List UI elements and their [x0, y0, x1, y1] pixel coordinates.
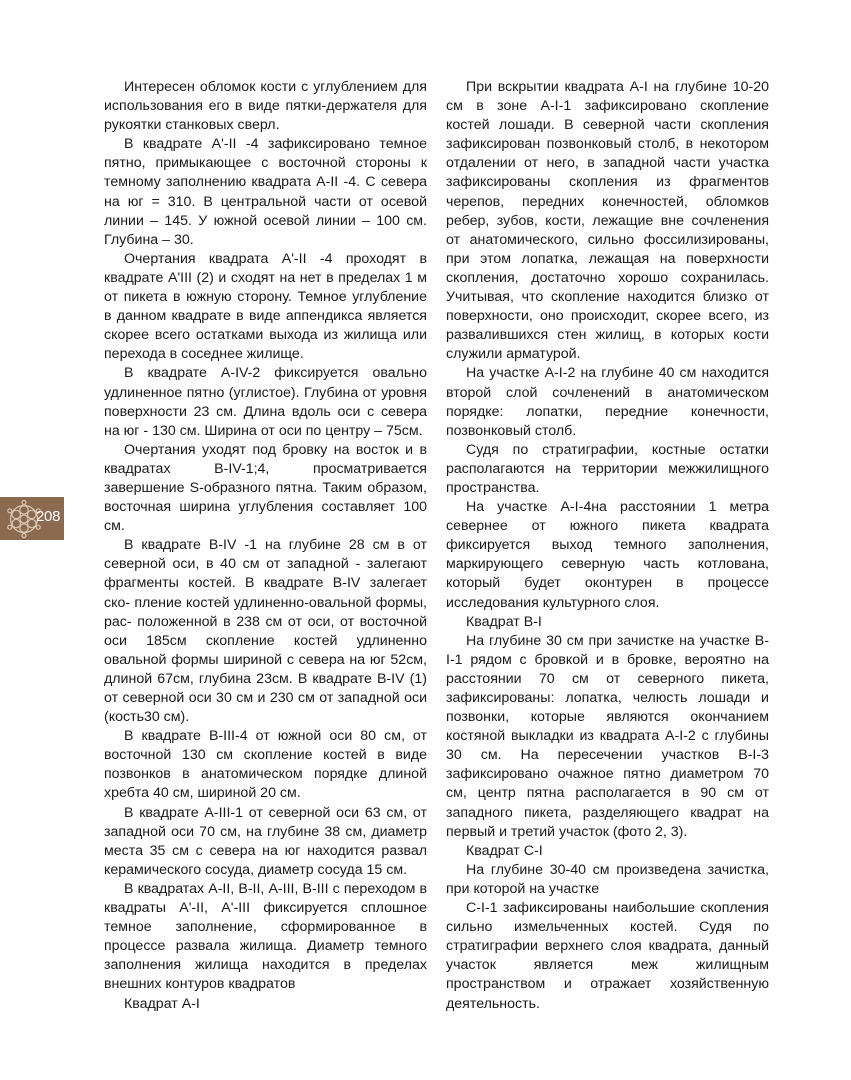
section-heading: Квадрат С-I — [466, 842, 543, 859]
paragraph: На участке А-I-4на расстоянии 1 метра севернее от южного пикета квадрата фиксируется выход темного заполнения, маркирующего северную часть котлована, который будет оконтурен в процессе исследования культурного слоя. — [446, 499, 769, 611]
paragraph: На глубине 30 см при зачистке на участке В-I-1 рядом с бровкой и в бровке, вероятно на расстоянии 70 см от северного пикета, зафиксированы: лопатка, челюсть лошади и позвонки, которые являются окончанием костяной выкладки из квадрата А-I-2 с глубины 30 см. На пересечении участков В-I-3 зафиксировано очажное пятно диаметром 70 см, центр пятна располагается в 90 см от западного пикета, разделяющего квадрат на первый и третий участок (фото 2, 3). — [446, 632, 769, 840]
paragraph: В квадрате А'-II -4 зафиксировано темное пятно, примыкающее с восточной стороны к темному заполнению квадрата А-II -4. С севера на юг = 310. В центральной части от осевой линии – 145. У южной осевой линии – 100 см. Глубина – 30. — [104, 136, 427, 248]
paragraph: Очертания квадрата А'-II -4 проходят в квадрате А'III (2) и сходят на нет в пределах 1 м от пикета в южную сторону. Темное углубление в данном квадрате в виде аппендикса является скорее всего остатками выхода из жилища или перехода в соседнее жилище. — [104, 250, 427, 363]
paragraph: При вскрытии квадрата А-I на глубине 10-20 см в зоне А-I-1 зафиксировано скопление костей лошади. В северной части скопления зафиксирован позвонковый столб, в некотором отдалении от него, в западной части участка зафиксированы скопления из фрагментов черепов, передних конечностей, обломков ребер, зубов, кости, лежащие вне сочленения от анатомического, сильно фоссилизированы, при этом лопатка, лежащая на поверхности скопления, достаточно хорошо сохранилась. Учитывая, что скопление находится близко от поверхности, оно происходит, скорее всего, из развалившихся стен жилищ, в которых кости служили арматурой. — [446, 79, 769, 363]
section-heading: Квадрат В-I — [466, 613, 542, 630]
paragraph: В квадрате В-III-4 от южной оси 80 см, от восточной 130 см скопление костей в виде позвонков в анатомическом порядке длиной хребта 40 см, шириной 20 см. — [104, 728, 427, 802]
paragraph: В квадрате А-III-1 от северной оси 63 см, от западной оси 70 см, на глубине 38 см, диаметр места 35 см с севера на юг находится развал керамического сосуда, диаметр сосуда 15 см. — [104, 804, 427, 878]
paragraph: В квадратах А-II, В-II, А-III, В-III с переходом в квадраты А'-II, А'-III фиксируется сплошное темное заполнение, сформированное в процессе развала жилища. Диаметр темного заполнения жилища находится в пределах внешних контуров квадратов — [104, 880, 427, 993]
page-number-tab — [0, 497, 64, 540]
page-number: 208 — [36, 508, 61, 525]
paragraph: С-I-1 зафиксированы наибольшие скопления сильно измельченных костей. Судя по стратиграфии верхнего слоя квадрата, данный участок является меж жилищным пространством и отражает хозяйственную деятельность. — [446, 900, 769, 1012]
paragraph: Интересен обломок кости с углублением для использования его в виде пятки-держателя для рукоятки станковых сверл. — [104, 79, 427, 134]
left-text-column — [104, 78, 427, 1014]
paragraph: В квадрате В-IV -1 на глубине 28 см в от северной оси, в 40 см от западной - залегают фрагменты костей. В квадрате В-IV залегает ско- пление костей удлиненно-овальной формы, рас- положенной в 238 см от оси, от восточной оси 185см скопление костей удлиненно овальной формы шириной с севера на юг 52см, длиной 67см, глубина 23см. В квадрате В-IV (1) от северной оси 30 см и 230 см от западной оси (кость30 см). — [104, 537, 427, 726]
section-heading: Квадрат А-I — [124, 995, 200, 1012]
paragraph: В квадрате А-IV-2 фиксируется овально удлиненное пятно (углистое). Глубина от уровня поверхности 23 см. Длина вдоль оси с севера на юг - 130 см. Ширина от оси по центру – 75см. — [104, 365, 427, 439]
paragraph: На участке А-I-2 на глубине 40 см находится второй слой сочленений в анатомическом порядке: лопатки, передние конечности, позвонковый столб. — [446, 365, 769, 439]
paragraph: Судя по стратиграфии, костные остатки располагаются на территории межжилищного пространства. — [446, 441, 769, 496]
paragraph: На глубине 30-40 см произведена зачистка, при которой на участке — [446, 861, 769, 897]
paragraph: Очертания уходят под бровку на восток и в квадратах В-IV-1;4, просматривается завершение S-образного пятна. Таким образом, восточная ширина углубления составляет 100 см. — [104, 441, 427, 535]
right-text-column — [446, 78, 769, 1014]
